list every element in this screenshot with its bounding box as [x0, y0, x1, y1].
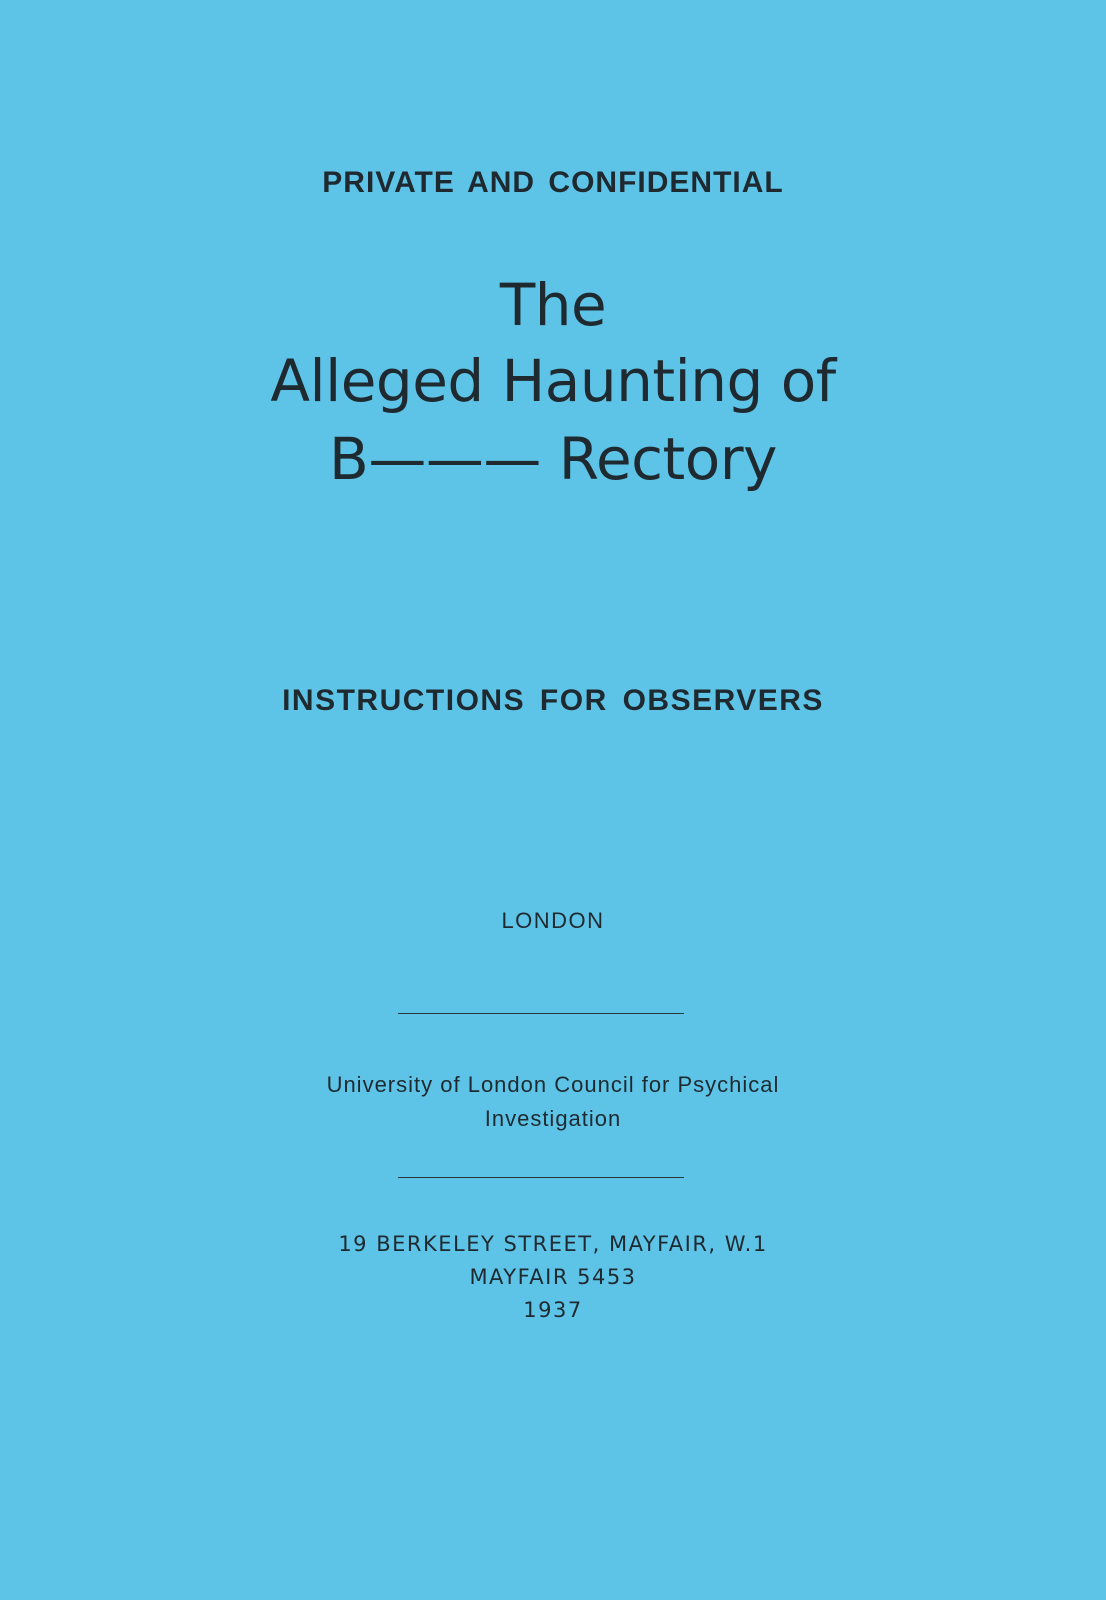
- city-label: LONDON: [501, 908, 605, 933]
- privacy-label: PRIVATE AND CONFIDENTIAL: [322, 166, 784, 199]
- subtitle: INSTRUCTIONS FOR OBSERVERS: [282, 684, 824, 717]
- title-line-3: B——— Rectory: [329, 425, 777, 493]
- title-line-2: Alleged Haunting of: [270, 347, 836, 415]
- publisher-line-2: Investigation: [484, 1106, 622, 1131]
- divider-bottom: [398, 1177, 684, 1178]
- address-street: 19 BERKELEY STREET, MAYFAIR, W.1: [338, 1232, 768, 1256]
- publication-year: 1937: [523, 1298, 583, 1322]
- address-telephone: MAYFAIR 5453: [469, 1265, 637, 1289]
- divider-top: [398, 1013, 684, 1014]
- title-line-1: The: [499, 271, 607, 339]
- publisher-line-1: University of London Council for Psychical: [326, 1072, 780, 1097]
